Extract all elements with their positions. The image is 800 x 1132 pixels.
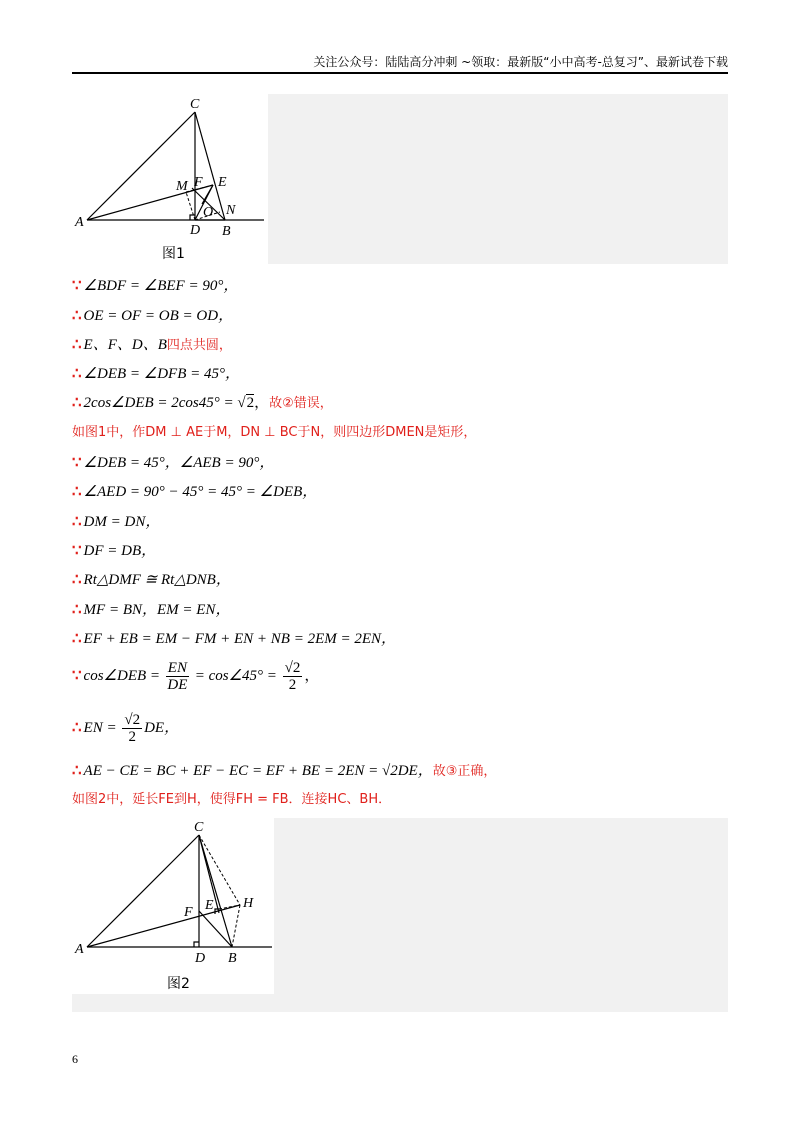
fig1-label-e: E — [218, 175, 227, 190]
line-4: ∴ ∠DEB = ∠DFB = 45°， — [72, 366, 240, 382]
line-9: ∴ DM = DN， — [72, 514, 161, 530]
figure-2 — [72, 818, 274, 994]
line-2: ∴ OE = OF = OB = OD， — [72, 308, 234, 324]
fraction-root2-2b: $\frac{√2}{2}$ — [124, 712, 141, 745]
line-3: ∴ E、F、D、B四点共圆， — [72, 337, 232, 353]
line-17: 如图2中，延长FE到H，使得FH = FB．连接HC、BH． — [72, 792, 392, 807]
line-11: ∴ Rt△DMF ≅ Rt△DNB， — [72, 572, 231, 588]
line-10: ∵ DF = DB， — [72, 543, 157, 559]
fraction-en-de: $\frac{EN}{DE}$ — [167, 660, 188, 693]
line-7: ∵ ∠DEB = 45°，∠AEB = 90°， — [72, 455, 275, 471]
fig2-label-c: C — [194, 820, 204, 835]
fig2-label-e: E — [205, 898, 214, 913]
fig2-label-h: H — [243, 896, 254, 911]
fig2-caption: 图2 — [167, 976, 190, 992]
fig1-caption: 图1 — [162, 246, 185, 262]
header-text: 关注公众号：陆陆高分冲刺 ~领取：最新版“小中高考-总复习”、最新试卷下载 — [313, 55, 728, 69]
fig1-label-c: C — [190, 97, 200, 112]
figure-1 — [72, 94, 268, 264]
fig1-label-b: B — [222, 224, 231, 239]
fig2-label-b: B — [228, 951, 237, 966]
line-8: ∴ ∠AED = 90° − 45° = 45° = ∠DEB， — [72, 484, 318, 500]
line-12: ∴ MF = BN，EM = EN， — [72, 602, 231, 618]
fig2-label-f: F — [184, 905, 193, 920]
line-1: ∵ ∠BDF = ∠BEF = 90°， — [72, 278, 239, 294]
fraction-root2-2: $\frac{√2}{2}$ — [284, 660, 301, 693]
fig1-label-a: A — [75, 215, 84, 230]
page-number: 6 — [72, 1052, 78, 1066]
line-16: ∴ AE − CE = BC + EF − EC = EF + BE = 2EN = √2DE，故③正确， — [72, 763, 497, 779]
line-6: 如图1中，作DM ⊥ AE于M，DN ⊥ BC于N，则四边形DMEN是矩形， — [72, 425, 477, 440]
figure-1-drawing — [72, 94, 268, 264]
line-15: ∴ EN = $\frac{√2}{2}$ DE， — [72, 712, 180, 745]
fig1-label-m: M — [176, 179, 188, 194]
fig2-label-d: D — [195, 951, 206, 966]
fig2-label-a: A — [75, 942, 84, 957]
fig1-label-n: N — [226, 203, 236, 218]
line-5: ∴ 2cos∠DEB = 2cos45° = √2，故②错误， — [72, 395, 333, 411]
fig1-label-f: F — [194, 175, 203, 190]
line-14: ∵ cos∠DEB = $\frac{EN}{DE}$ = cos∠45° = $\frac{√2}{2}$ ， — [72, 660, 320, 693]
figure-2-drawing — [72, 818, 274, 994]
fig1-label-o: O — [203, 205, 214, 220]
line-13: ∴ EF + EB = EM − FM + EN + NB = 2EM = 2EN， — [72, 631, 397, 647]
fig1-label-d: D — [190, 223, 201, 238]
page-header — [72, 54, 728, 74]
